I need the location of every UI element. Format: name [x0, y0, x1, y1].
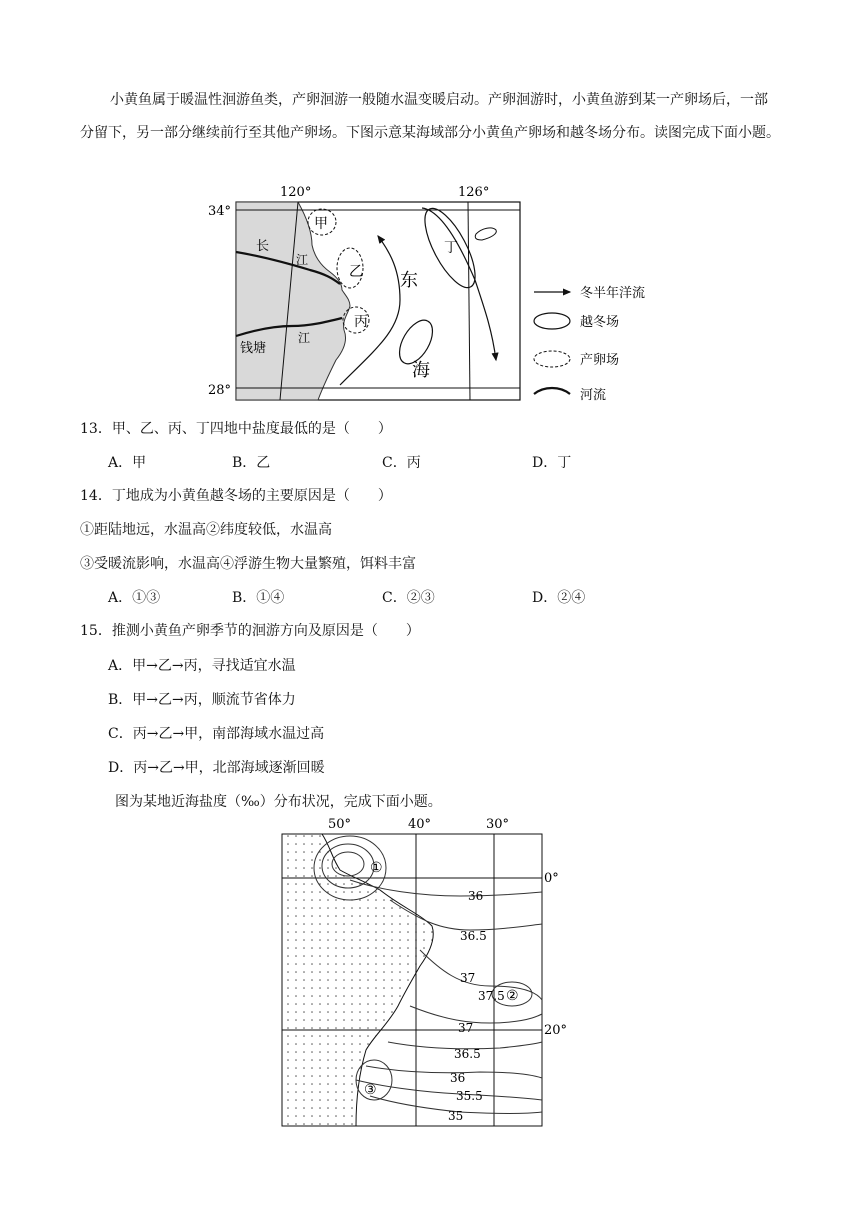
- isoline-37-s: 37: [458, 1021, 474, 1035]
- legend-wintering: 越冬场: [580, 315, 620, 330]
- label-jiang-2: 江: [298, 331, 311, 345]
- map2-lon-30: 30°: [486, 817, 510, 832]
- q14-option-d[interactable]: D．②④: [532, 590, 586, 606]
- legend-current: 冬半年洋流: [580, 286, 646, 301]
- isoline-35: 35: [448, 1109, 464, 1123]
- map2-lat-20: 20°: [544, 1023, 568, 1038]
- q15-option-b[interactable]: B．甲→乙→丙，顺流节省体力: [108, 692, 296, 708]
- legend-river: 河流: [580, 388, 607, 403]
- label-dong: 东: [400, 270, 418, 291]
- isoline-37-n: 37: [460, 971, 476, 985]
- label-chang: 长: [256, 239, 270, 254]
- isoline-36-n: 36: [468, 889, 484, 903]
- q15-option-c[interactable]: C．丙→乙→甲，南部海域水温过高: [108, 726, 325, 742]
- point-1: ①: [370, 860, 383, 876]
- q13-option-b[interactable]: B．乙: [232, 455, 271, 471]
- map1-lon-120: 120°: [280, 185, 312, 200]
- q13-stem: 13．甲、乙、丙、丁四地中盐度最低的是（ ）: [80, 421, 392, 437]
- q13-option-d[interactable]: D．丁: [532, 455, 572, 471]
- legend-spawning: 产卵场: [580, 353, 620, 368]
- isoline-36-5-n: 36.5: [460, 929, 487, 943]
- q14-option-b[interactable]: B．①④: [232, 590, 285, 606]
- intro-paragraph-2: 图为某地近海盐度（‰）分布状况，完成下面小题。: [115, 794, 442, 810]
- isoline-36-5-s: 36.5: [454, 1047, 481, 1061]
- q15-option-d[interactable]: D．丙→乙→甲，北部海域逐渐回暖: [108, 760, 325, 776]
- isoline-35-5: 35.5: [456, 1089, 483, 1103]
- q13-option-c[interactable]: C．丙: [382, 455, 421, 471]
- q14-statement-2: ③受暖流影响，水温高④浮游生物大量繁殖，饵料丰富: [80, 556, 416, 572]
- label-jiang-1: 江: [296, 253, 309, 267]
- q15-stem: 15．推测小黄鱼产卵季节的洄游方向及原因是（ ）: [80, 623, 420, 639]
- map1-lon-126: 126°: [458, 185, 490, 200]
- q14-option-a[interactable]: A．①③: [108, 590, 161, 606]
- q14-option-c[interactable]: C．②③: [382, 590, 435, 606]
- point-2: ②: [506, 988, 519, 1004]
- map-yellow-croaker: [200, 180, 660, 408]
- map-salinity: [270, 810, 580, 1130]
- map1-legend: [534, 285, 645, 403]
- q13-option-a[interactable]: A．甲: [108, 455, 147, 471]
- map2-lon-40: 40°: [408, 817, 432, 832]
- label-bing: 丙: [354, 314, 368, 330]
- map2-lat-0: 0°: [544, 871, 559, 886]
- q14-stem: 14．丁地成为小黄鱼越冬场的主要原因是（ ）: [80, 488, 392, 504]
- q15-option-a[interactable]: A．甲→乙→丙，寻找适宜水温: [108, 658, 296, 674]
- map1-lat-34: 34°: [208, 204, 232, 219]
- isoline-37-5: 37.5: [478, 989, 505, 1003]
- label-jia: 甲: [314, 216, 328, 232]
- label-qiantang: 钱塘: [240, 341, 267, 356]
- label-hai: 海: [412, 360, 430, 381]
- isoline-36-s: 36: [450, 1071, 466, 1085]
- label-ding: 丁: [444, 240, 458, 256]
- point-3: ③: [364, 1082, 377, 1098]
- map2-lon-50: 50°: [328, 817, 352, 832]
- map1-lat-28: 28°: [208, 383, 232, 398]
- label-yi: 乙: [349, 264, 363, 280]
- q14-statement-1: ①距陆地远，水温高②纬度较低，水温高: [80, 522, 332, 538]
- intro-paragraph-1: 小黄鱼属于暖温性洄游鱼类，产卵洄游一般随水温变暖启动。产卵洄游时，小黄鱼游到某一产卵场后，一部分留下，另一部分继续前行至其他产卵场。下图示意某海域部分小黄鱼产卵场和越冬场分布。读图完成下面小题。: [80, 92, 780, 141]
